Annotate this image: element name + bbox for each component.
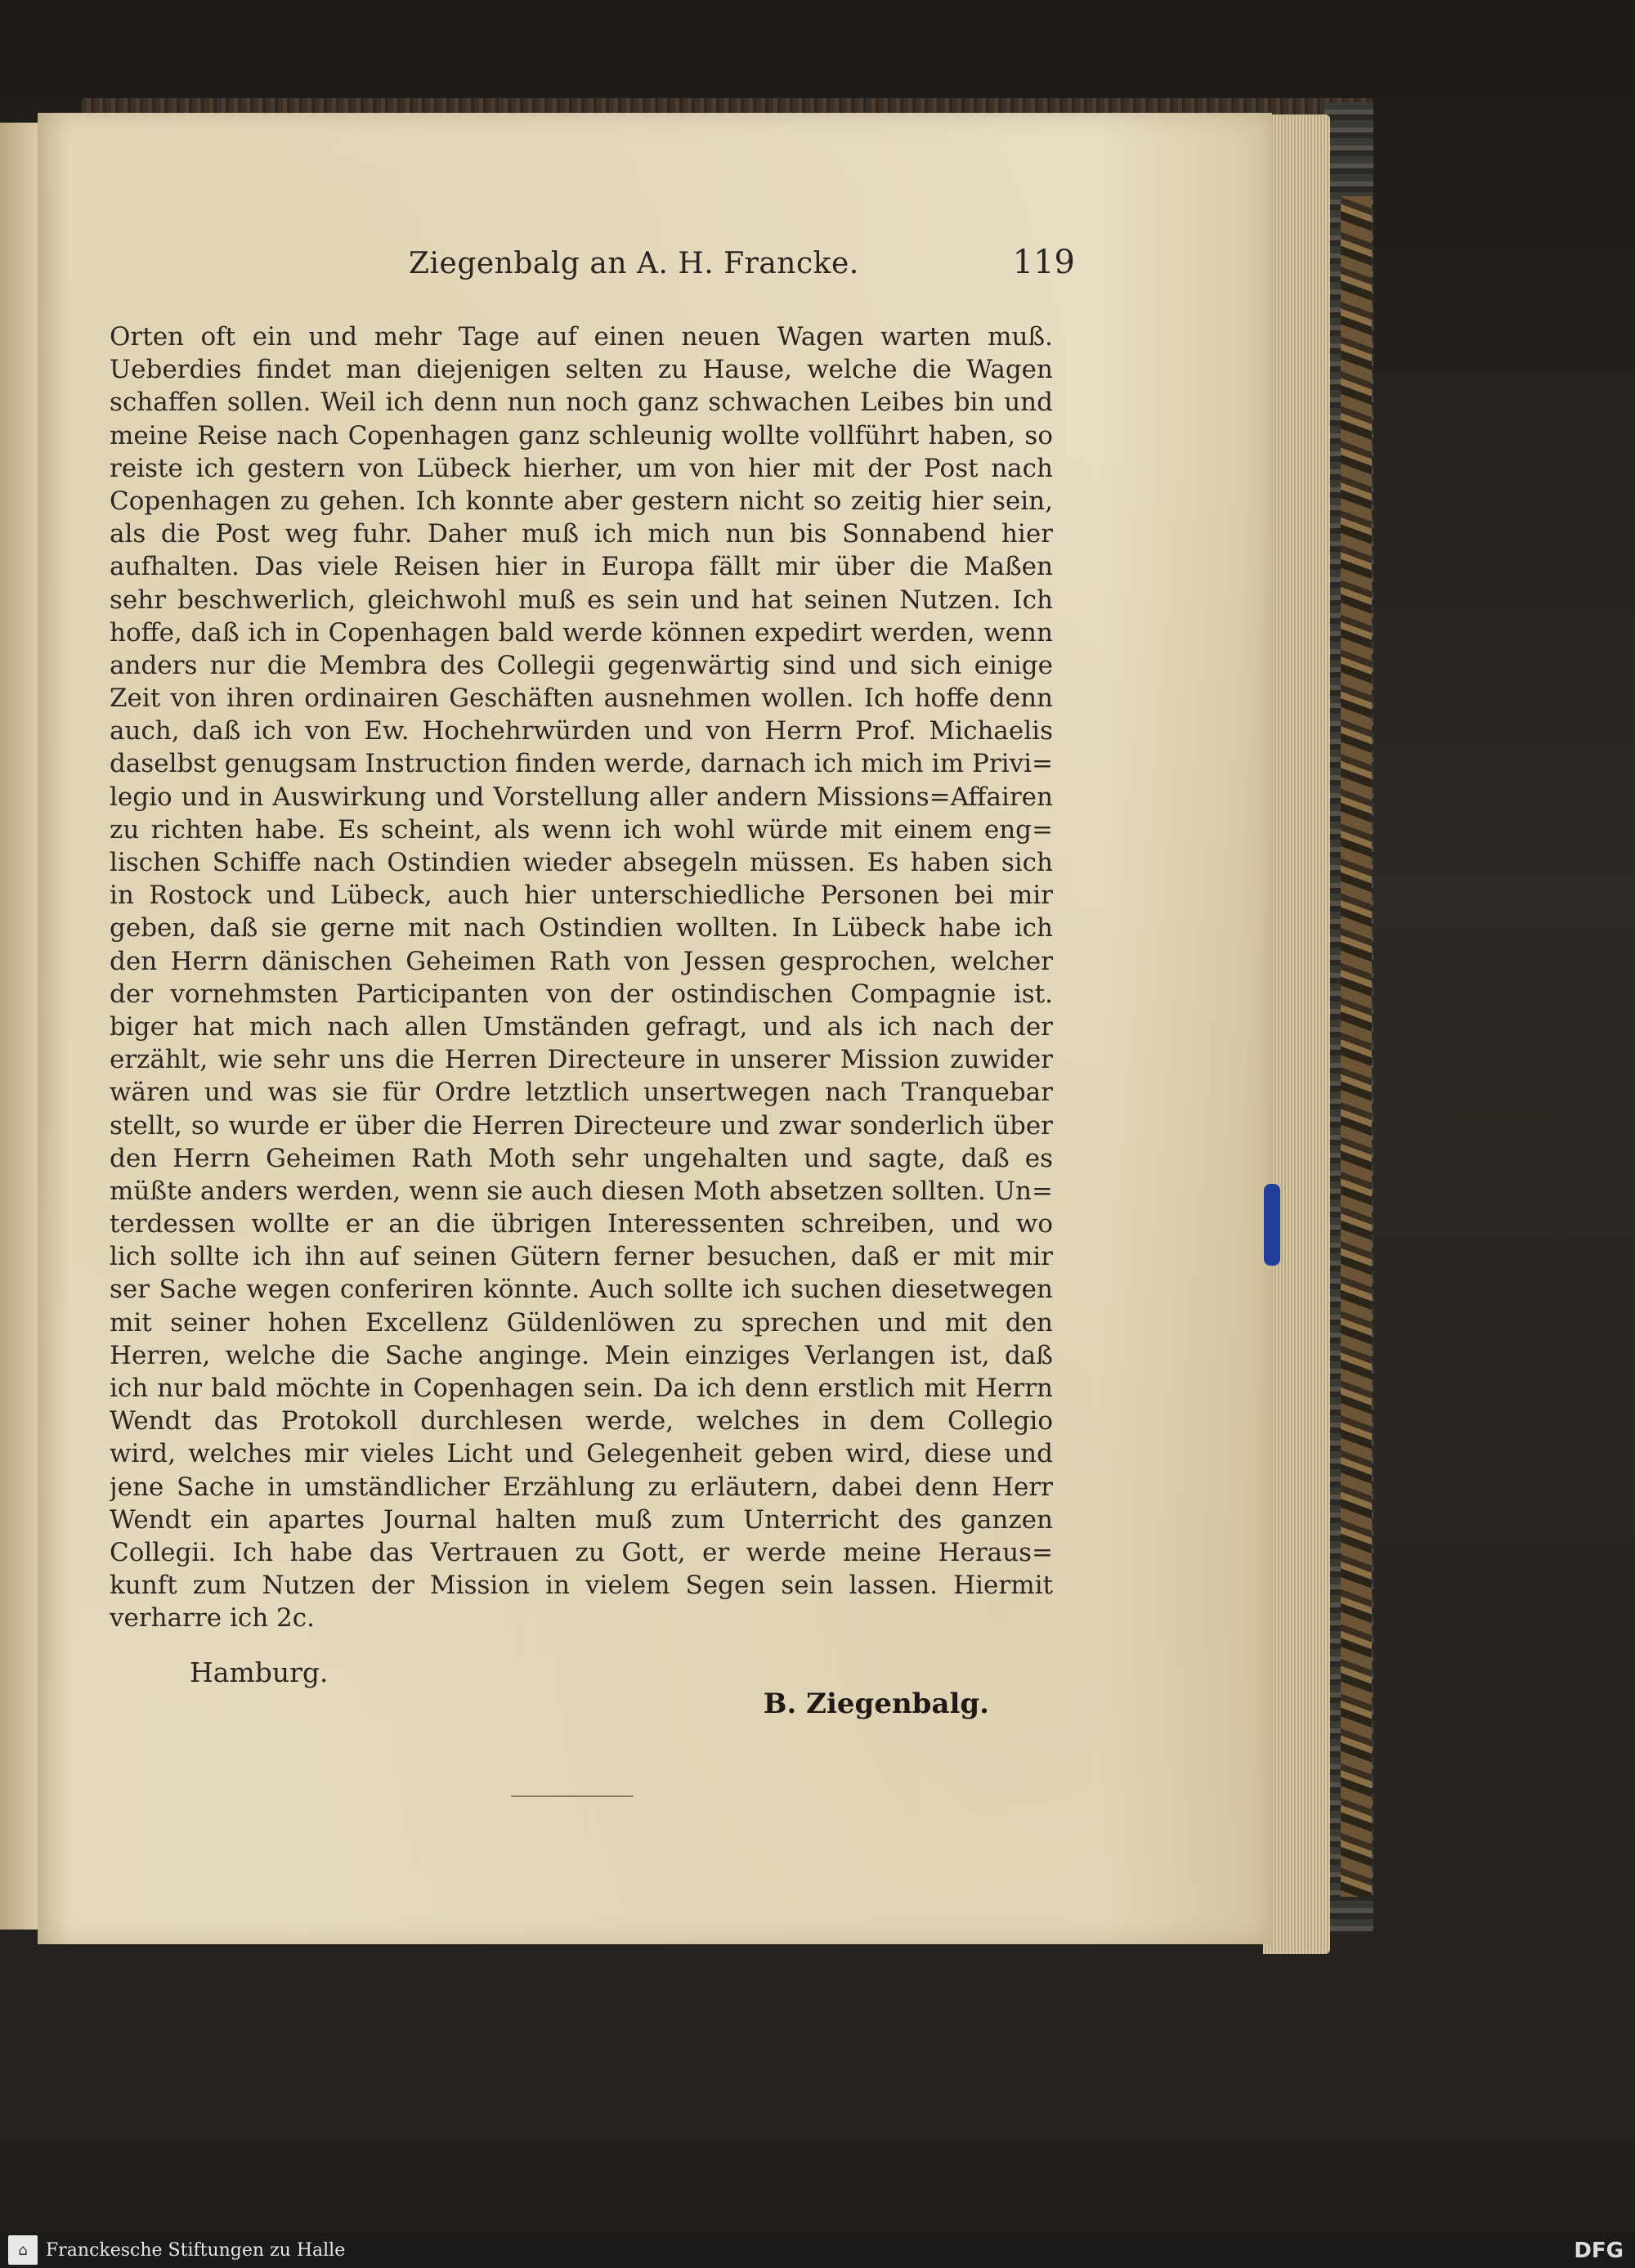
text-line: Orten oft ein und mehr Tage auf einen neuen Wagen warten muß. [110,322,1053,352]
text-line: lich sollte ich ihn auf seinen Gütern ferner besuchen, daß er mit mir [110,1242,1053,1272]
text-line: geben, daß sie gerne mit nach Ostindien wollten. In Lübeck habe ich [110,913,1053,944]
left-page-edge [0,123,38,1930]
text-line: Collegii. Ich habe das Vertrauen zu Gott, er werde meine Heraus= [110,1537,1053,1567]
letter-body [110,320,1053,1635]
text-line: stellt, so wurde er über die Herren Directeure und zwar sonderlich über [110,1110,1053,1141]
text-line: ich nur bald möchte in Copenhagen sein. Da ich denn erstlich mit Herrn [110,1374,1053,1403]
running-header: Ziegenbalg an A. H. Francke. [409,247,859,280]
text-line: Wendt das Protokoll durchlesen werde, welches in dem Collegio [110,1406,1053,1437]
text-line: verharre ich 2c. [110,1603,315,1634]
text-line: Copenhagen zu gehen. Ich konnte aber gestern nicht so zeitig hier sein, [110,486,1053,516]
text-line: terdessen wollte er an die übrigen Interessenten schreiben, und wo [110,1209,1053,1239]
text-line: Wendt ein apartes Journal halten muß zum Unterricht des ganzen [110,1504,1053,1535]
text-line: lischen Schiffe nach Ostindien wieder absegeln müssen. Es haben sich [110,848,1053,877]
blue-bookmark [1264,1184,1280,1266]
page-number: 119 [1012,244,1075,281]
text-line: den Herrn Geheimen Rath Moth sehr ungehalten und sagte, daß es [110,1143,1053,1173]
text-line: auch, daß ich von Ew. Hochehrwürden und von Herrn Prof. Michaelis [110,716,1053,746]
text-line: daselbst genugsam Instruction finden werde, darnach ich mich im Privi= [110,749,1053,779]
institution-label: Franckesche Stiftungen zu Halle [46,2240,346,2261]
letter-place: Hamburg. [190,1656,329,1688]
text-line: als die Post weg fuhr. Daher muß ich mich nun bis Sonnabend hier [110,519,1053,549]
text-line: kunft zum Nutzen der Mission in vielem Segen sein lassen. Hiermit [110,1571,1053,1601]
text-line: anders nur die Membra des Collegii gegenwärtig sind und sich einige [110,650,1053,680]
text-line: meine Reise nach Copenhagen ganz schleunig wollte vollführt haben, so [110,420,1053,450]
text-line: in Rostock und Lübeck, auch hier unterschiedliche Personen bei mir [110,881,1053,911]
text-line: reiste ich gestern von Lübeck hierher, um von hier mit der Post nach [110,453,1053,483]
letter-signature: B. Ziegenbalg. [763,1688,989,1720]
text-line: mit seiner hohen Excellenz Güldenlöwen zu sprechen und mit den [110,1307,1053,1338]
text-line: den Herrn dänischen Geheimen Rath von Jessen gesprochen, welcher [110,946,1053,976]
section-divider [511,1795,634,1797]
text-line: Ueberdies findet man diejenigen selten zu Hause, welche die Wagen [110,355,1053,385]
text-line: ser Sache wegen conferiren könnte. Auch sollte ich suchen diesetwegen [110,1275,1053,1305]
text-line: aufhalten. Das viele Reisen hier in Europa fällt mir über die Maßen [110,552,1053,582]
text-line: hoffe, daß ich in Copenhagen bald werde können expedirt werden, wenn [110,617,1053,648]
text-line: Zeit von ihren ordinairen Geschäften ausnehmen wollen. Ich hoffe denn [110,684,1053,714]
text-line: biger hat mich nach allen Umständen gefragt, und als ich nach der [110,1011,1053,1042]
text-line: wird, welches mir vieles Licht und Gelegenheit geben wird, diese und [110,1439,1053,1469]
text-line: der vornehmsten Participanten von der ostindischen Compagnie ist. [110,979,1053,1009]
text-line: schaffen sollen. Weil ich denn nun noch ganz schwachen Leibes bin und [110,388,1053,418]
text-line: zu richten habe. Es scheint, als wenn ich wohl würde mit einem eng= [110,814,1053,845]
text-line: erzählt, wie sehr uns die Herren Directeure in unserer Mission zuwider [110,1045,1053,1075]
text-line: müßte anders werden, wenn sie auch diesen Moth absetzen sollten. Un= [110,1176,1053,1206]
text-line: legio und in Auswirkung und Vorstellung aller andern Missions=Affairen [110,782,1053,812]
text-line: sehr beschwerlich, gleichwohl muß es sein und hat seinen Nutzen. Ich [110,585,1053,615]
dfg-logo: DFG [1574,2239,1624,2263]
marbled-spine [1341,196,1372,1897]
viewer-footer [0,2232,1635,2268]
text-line: Herren, welche die Sache anginge. Mein einziges Verlangen ist, daß [110,1340,1053,1370]
institution-logo-icon: ⌂ [8,2235,38,2265]
page-edges [1263,114,1330,1954]
text-line: wären und was sie für Ordre letztlich unsertwegen nach Tranquebar [110,1078,1053,1108]
text-line: jene Sache in umständlicher Erzählung zu erläutern, dabei denn Herr [110,1472,1053,1502]
